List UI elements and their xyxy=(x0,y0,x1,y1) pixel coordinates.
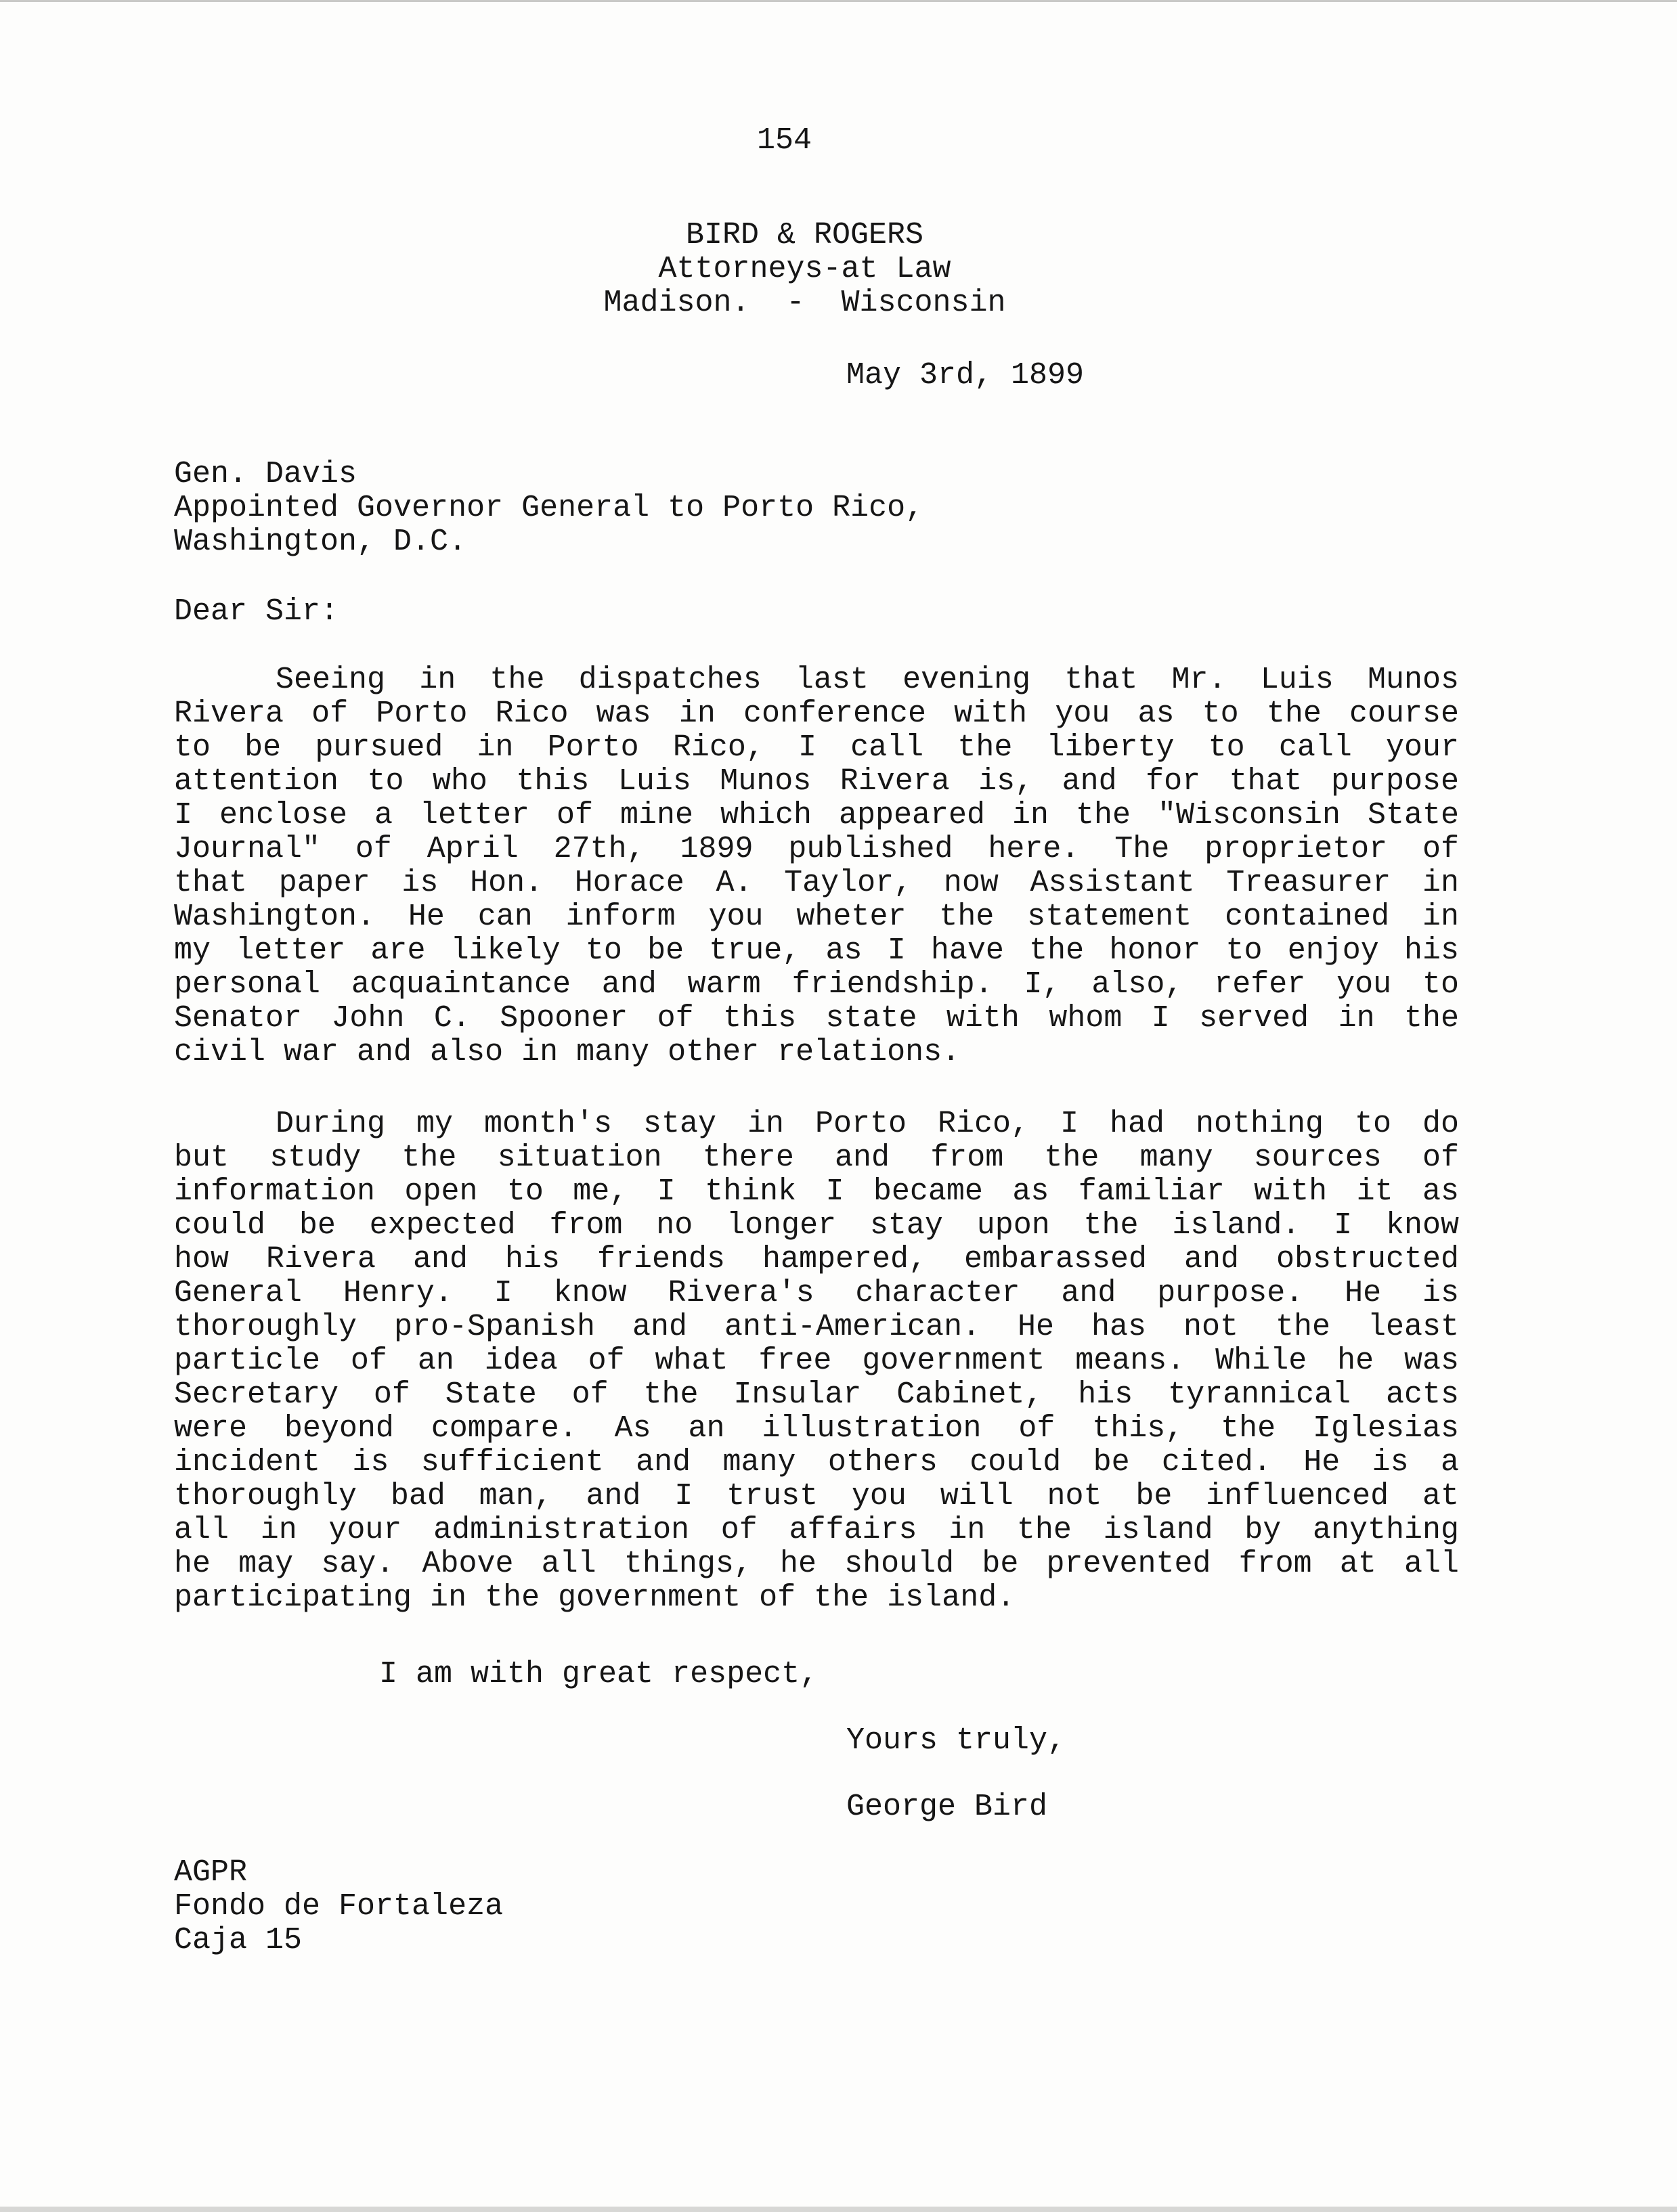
paragraph-line: but study the situation there and from the many sources of xyxy=(174,1141,1459,1175)
paragraph-line: General Henry. I know Rivera's character and purpose. He is xyxy=(174,1276,1459,1310)
paragraph-line: particle of an idea of what free government means. While he was xyxy=(174,1344,1459,1378)
paragraph-line: how Rivera and his friends hampered, embarassed and obstructed xyxy=(174,1242,1459,1277)
letterhead-firm: BIRD & ROGERS xyxy=(685,218,924,252)
paragraph-line: thoroughly pro-Spanish and anti-American. He has not the least xyxy=(174,1310,1459,1344)
paragraph-line: to be pursued in Porto Rico, I call the liberty to call your xyxy=(174,730,1459,765)
body-paragraph-2 xyxy=(174,1107,1459,1615)
recipient-block xyxy=(174,458,923,559)
closing-line: I am with great respect, xyxy=(379,1657,819,1691)
page-top-edge xyxy=(0,0,1677,2)
letterhead-location: Madison. - Wisconsin xyxy=(603,286,1006,320)
signature-name: George Bird xyxy=(846,1790,1048,1824)
valediction: Yours truly, xyxy=(846,1723,1066,1758)
paragraph-line: personal acquaintance and warm friendship. I, also, refer you to xyxy=(174,967,1459,1002)
paragraph-line: Senator John C. Spooner of this state with whom I served in the xyxy=(174,1001,1459,1036)
archive-box: Caja 15 xyxy=(174,1923,303,1957)
paragraph-line: thoroughly bad man, and I trust you will not be influenced at xyxy=(174,1479,1459,1513)
paragraph-line: all in your administration of affairs in the island by anything xyxy=(174,1513,1459,1547)
paragraph-line: civil war and also in many other relations. xyxy=(174,1035,961,1069)
paragraph-line: attention to who this Luis Munos Rivera is, and for that purpose xyxy=(174,764,1459,799)
paragraph-line: Journal" of April 27th, 1899 published here. The proprietor of xyxy=(174,832,1459,866)
paragraph-line: could be expected from no longer stay upon the island. I know xyxy=(174,1208,1459,1243)
salutation: Dear Sir: xyxy=(174,594,339,629)
recipient-title: Appointed Governor General to Porto Rico, xyxy=(174,491,924,525)
paragraph-line: information open to me, I think I became as familiar with it as xyxy=(174,1174,1459,1209)
archive-reference xyxy=(174,1856,503,1957)
paragraph-line: he may say. Above all things, he should be prevented from at all xyxy=(174,1547,1459,1581)
paragraph-line: During my month's stay in Porto Rico, I had nothing to do xyxy=(276,1107,1459,1141)
paragraph-line: Secretary of State of the Insular Cabinet, his tyrannical acts xyxy=(174,1377,1459,1412)
paragraph-line: participating in the government of the island. xyxy=(174,1580,1016,1615)
paragraph-line: Rivera of Porto Rico was in conference with you as to the course xyxy=(174,696,1459,731)
letterhead-profession: Attorneys-at Law xyxy=(658,252,951,286)
recipient-address: Washington, D.C. xyxy=(174,525,467,559)
body-paragraph-1 xyxy=(174,663,1459,1069)
paragraph-line: Washington. He can inform you wheter the statement contained in xyxy=(174,900,1459,934)
paragraph-line: incident is sufficient and many others could be cited. He is a xyxy=(174,1445,1459,1480)
recipient-name: Gen. Davis xyxy=(174,457,357,491)
paragraph-line: I enclose a letter of mine which appeared in the "Wisconsin State xyxy=(174,798,1459,833)
page-number: 154 xyxy=(757,123,812,158)
archive-fund: Fondo de Fortaleza xyxy=(174,1889,504,1924)
page-bottom-edge xyxy=(0,2207,1677,2212)
archive-collection: AGPR xyxy=(174,1855,248,1890)
paragraph-line: my letter are likely to be true, as I have the honor to enjoy his xyxy=(174,933,1459,968)
letterhead xyxy=(406,219,1203,320)
paragraph-line: Seeing in the dispatches last evening that Mr. Luis Munos xyxy=(276,663,1459,697)
letter-date: May 3rd, 1899 xyxy=(846,358,1085,393)
paragraph-line: that paper is Hon. Horace A. Taylor, now Assistant Treasurer in xyxy=(174,866,1459,900)
paragraph-line: were beyond compare. As an illustration of this, the Iglesias xyxy=(174,1411,1459,1446)
